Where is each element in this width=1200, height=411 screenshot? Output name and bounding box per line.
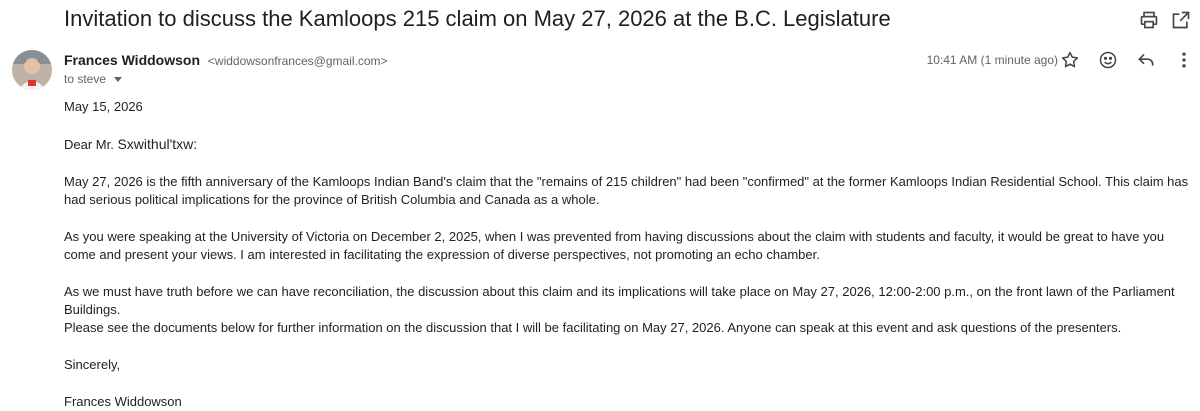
sender-line xyxy=(64,52,388,68)
message-actions xyxy=(1058,48,1196,72)
paragraph-4: Please see the documents below for further information on the discussion that I will be facilitating on May 27, 2026. Anyone can speak at this event and ask questions of the presenters. xyxy=(64,320,1122,335)
greeting-prefix: Dear Mr. xyxy=(64,137,118,152)
recipients-label: to steve xyxy=(64,72,107,86)
recipients-toggle[interactable] xyxy=(64,72,122,86)
reply-icon[interactable] xyxy=(1134,48,1158,72)
chevron-down-icon[interactable] xyxy=(114,77,122,82)
emoji-reaction-icon[interactable] xyxy=(1096,48,1120,72)
greeting-name: Sxwithul'txw: xyxy=(117,136,198,152)
paragraph-2: As you were speaking at the University of Victoria on December 2, 2025, when I was prevented from having discussions about the claim with students and faculty, it would be great to have you come and present your views. I am interested in facilitating the expression of diverse perspectives, not promoting an echo chamber. xyxy=(64,229,1165,262)
print-icon[interactable] xyxy=(1138,9,1160,31)
signature: Frances Widdowson xyxy=(64,394,182,409)
greeting xyxy=(64,135,197,154)
more-vertical-icon[interactable] xyxy=(1172,48,1196,72)
star-icon[interactable] xyxy=(1058,48,1082,72)
thread-toolbar xyxy=(1138,9,1192,31)
email-timestamp: 10:41 AM (1 minute ago) xyxy=(926,53,1058,67)
paragraph-1: May 27, 2026 is the fifth anniversary of the Kamloops Indian Band's claim that the "remains of 215 children" had been "confirmed" at the former Kamloops Indian Residential School. This claim has had serious political implications for the province of British Columbia and Canada as a whole. xyxy=(64,174,1189,207)
letter-date: May 15, 2026 xyxy=(64,99,143,114)
sender-email: <widdowsonfrances@gmail.com> xyxy=(207,54,388,68)
email-subject: Invitation to discuss the Kamloops 215 claim on May 27, 2026 at the B.C. Legislature xyxy=(64,6,891,31)
closing: Sincerely, xyxy=(64,357,121,372)
sender-avatar[interactable] xyxy=(12,50,52,90)
sender-name[interactable]: Frances Widdowson xyxy=(64,52,201,68)
paragraph-3: As we must have truth before we can have reconciliation, the discussion about this claim and its implications will take place on May 27, 2026, 12:00-2:00 p.m., on the front lawn of the Parliament Buildings. xyxy=(64,284,1175,317)
open-in-new-window-icon[interactable] xyxy=(1170,9,1192,31)
